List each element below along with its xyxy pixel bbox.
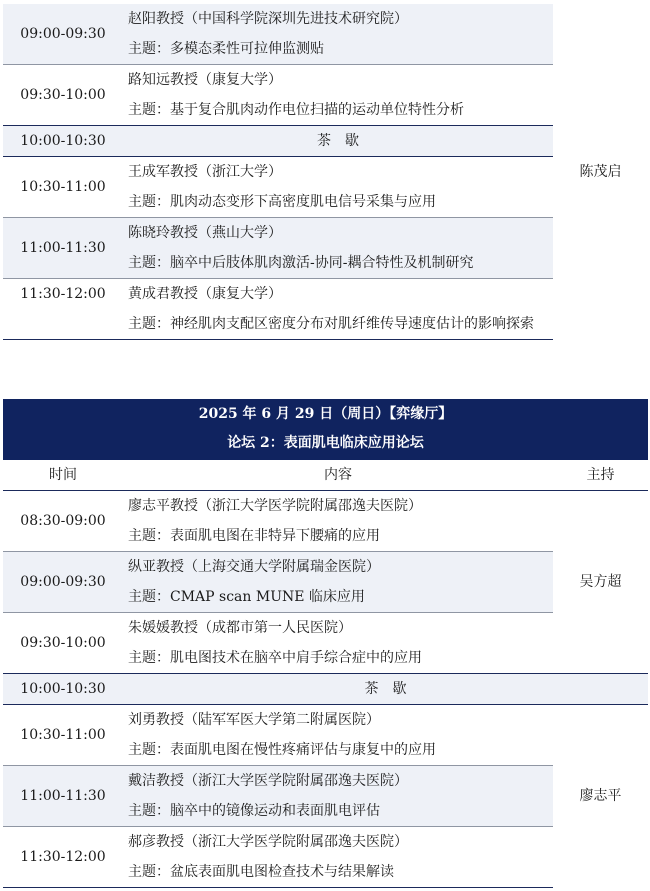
content-cell (123, 65, 553, 126)
talk-topic: 主题：脑卒中后肢体肌肉激活-协同-耦合特性及机制研究 (128, 255, 474, 271)
time-cell: 10:00-10:30 (3, 126, 123, 157)
speaker-name: 郝彦教授（浙江大学医学院附属邵逸夫医院） (128, 834, 408, 850)
speaker-name: 刘勇教授（陆军军医大学第二附属医院） (128, 712, 380, 728)
table-row (3, 613, 648, 674)
time-cell: 08:30-09:00 (20, 513, 106, 529)
talk-topic: 主题：盆底表面肌电图检查技术与结果解读 (128, 864, 394, 880)
talk-topic: 主题：CMAP scan MUNE 临床应用 (128, 589, 365, 605)
content-cell (123, 613, 553, 674)
table-row (3, 552, 648, 613)
table-row (3, 279, 648, 340)
speaker-name: 黄成君教授（康复大学） (128, 286, 282, 302)
session1-table (3, 4, 648, 340)
time-cell: 11:30-12:00 (3, 279, 123, 340)
time-cell: 10:30-11:00 (20, 727, 106, 743)
table-row (3, 218, 648, 279)
talk-topic: 主题：表面肌电图在慢性疼痛评估与康复中的应用 (128, 742, 436, 758)
column-header-time: 时间 (3, 460, 123, 491)
column-header-content: 内容 (123, 460, 553, 491)
table-row (3, 65, 648, 126)
host-cell (553, 705, 648, 888)
speaker-name: 纵亚教授（上海交通大学附属瑞金医院） (128, 559, 380, 575)
talk-topic: 主题：多模态柔性可拉伸监测贴 (128, 41, 324, 57)
time-cell: 11:00-11:30 (3, 766, 123, 827)
talk-topic: 主题：肌电图技术在脑卒中肩手综合症中的应用 (128, 650, 422, 666)
speaker-name: 路知远教授（康复大学） (128, 72, 282, 88)
host-name: 吴方超 (579, 574, 622, 590)
content-cell (123, 552, 553, 613)
column-header-row (3, 460, 648, 491)
column-header-host: 主持 (553, 460, 648, 491)
forum-header (3, 399, 648, 460)
speaker-name: 王成军教授（浙江大学） (128, 164, 282, 180)
content-cell (123, 827, 553, 888)
host-name: 廖志平 (579, 788, 622, 805)
tea-break-row (3, 126, 648, 157)
content-cell (123, 279, 553, 340)
content-cell (123, 766, 553, 827)
speaker-name: 朱媛媛教授（成都市第一人民医院） (128, 620, 352, 636)
content-cell (123, 491, 553, 552)
tea-break-row (3, 674, 648, 705)
time-cell: 09:30-10:00 (3, 65, 123, 126)
talk-topic: 主题：神经肌肉支配区密度分布对肌纤维传导速度估计的影响探索 (128, 316, 534, 332)
table-row (3, 4, 648, 65)
table-row (3, 705, 648, 766)
time-cell: 11:30-12:00 (3, 827, 123, 888)
content-cell (123, 218, 553, 279)
table-row (3, 827, 648, 888)
talk-topic: 主题：肌肉动态变形下高密度肌电信号采集与应用 (128, 194, 436, 210)
time-cell: 09:00-09:30 (3, 4, 123, 65)
time-cell: 09:00-09:30 (3, 552, 123, 613)
session2-table (3, 460, 648, 888)
tea-break-label: 茶 歇 (123, 126, 553, 157)
host-name: 陈茂启 (579, 163, 622, 180)
tea-break-label: 茶 歇 (123, 674, 648, 705)
content-cell (123, 705, 553, 766)
time-cell: 10:30-11:00 (20, 179, 106, 195)
speaker-name: 赵阳教授（中国科学院深圳先进技术研究院） (128, 11, 408, 27)
table-row (3, 491, 648, 552)
content-cell (123, 4, 553, 65)
speaker-name: 廖志平教授（浙江大学医学院附属邵逸夫医院） (128, 498, 422, 514)
forum-date: 2025 年 6 月 29 日（周日）【弈缘厅】 (198, 406, 453, 422)
speaker-name: 陈晓玲教授（燕山大学） (128, 225, 282, 241)
time-cell: 11:00-11:30 (3, 218, 123, 279)
content-cell (123, 157, 553, 218)
talk-topic: 主题：脑卒中的镜像运动和表面肌电评估 (128, 803, 380, 819)
talk-topic: 主题：表面肌电图在非特异下腰痛的应用 (128, 528, 380, 544)
talk-topic: 主题：基于复合肌肉动作电位扫描的运动单位特性分析 (128, 102, 464, 118)
forum-title: 论坛 2：表面肌电临床应用论坛 (227, 435, 424, 451)
table-row (3, 157, 648, 218)
time-cell: 09:30-10:00 (3, 613, 123, 674)
time-cell: 10:00-10:30 (3, 674, 123, 705)
host-cell (553, 4, 648, 340)
speaker-name: 戴洁教授（浙江大学医学院附属邵逸夫医院） (128, 773, 408, 789)
host-cell (553, 491, 648, 674)
table-row (3, 766, 648, 827)
